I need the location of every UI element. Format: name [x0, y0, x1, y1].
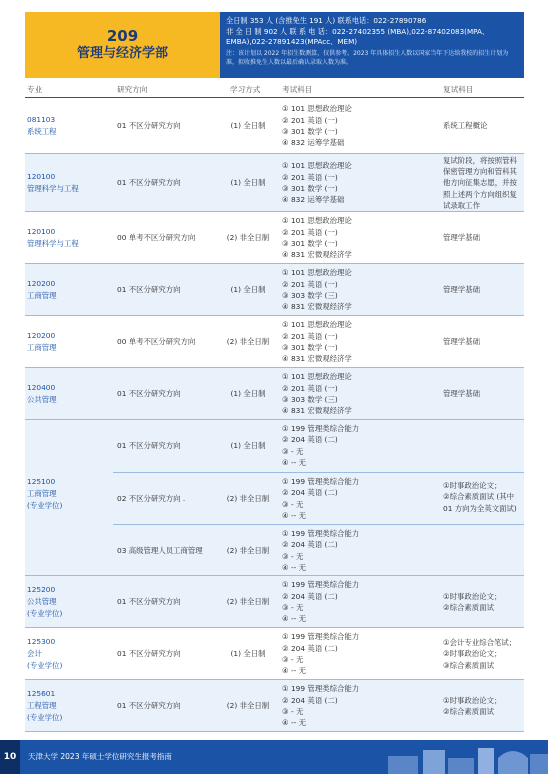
col-exam: 考试科目	[282, 85, 313, 94]
table-header	[25, 80, 524, 98]
major-cell	[27, 278, 112, 302]
enrollment-info-panel	[220, 12, 524, 78]
text-line: ①时事政治论文；	[443, 695, 502, 705]
text-line: ① 101 思想政治理论	[282, 216, 352, 226]
text-line: 120400	[27, 383, 56, 392]
text-line: ③ 301 数学 (一)	[282, 127, 338, 136]
text-line: (专业学位)	[27, 661, 63, 670]
text-line: ①时事政治论文；	[443, 591, 502, 601]
table-row	[25, 264, 524, 316]
major-cell	[27, 688, 112, 724]
major-cell	[27, 171, 112, 195]
text-line: ③ - 无	[282, 707, 304, 716]
direction-cell: 01 不区分研究方向	[117, 178, 181, 187]
text-line: 管理学基础	[443, 233, 480, 243]
text-line: 管理科学与工程	[27, 239, 79, 248]
text-line: ④ 832 运筹学基础	[282, 195, 345, 205]
text-line: 120100	[27, 227, 56, 236]
direction-cell: 00 单考不区分研究方向	[117, 337, 196, 346]
retest-cell	[443, 637, 523, 671]
text-line: ②综合素质面试	[443, 707, 494, 716]
table-row	[25, 368, 524, 420]
text-line: ④ -- 无	[282, 666, 307, 676]
text-line: ② 204 英语 (二)	[282, 591, 338, 601]
mode-cell: (1) 全日制	[230, 389, 266, 398]
text-line: 系统工程	[27, 127, 57, 136]
text-line: ① 199 管理类综合能力	[282, 477, 360, 486]
text-line: 081103	[27, 115, 56, 124]
parttime-info: 非 全 日 制 902 人 联 系 电 话：022-27402355 (MBA),022-87402083(MPA、EMBA),022-27891423(MPAcc、MEM)	[226, 26, 490, 46]
text-line: ④ -- 无	[282, 458, 307, 468]
text-line: 125300	[27, 637, 56, 646]
exam-cell	[282, 631, 442, 677]
col-mode: 学习方式	[230, 85, 261, 94]
mode-cell: (2) 非全日制	[226, 233, 270, 242]
text-line: 照上述两个方向组织复	[443, 189, 517, 199]
exam-cell	[282, 160, 442, 206]
direction-cell: 01 不区分研究方向	[117, 597, 181, 606]
table-row	[25, 420, 524, 576]
exam-cell	[282, 528, 442, 574]
mode-cell: (2) 非全日制	[226, 546, 270, 555]
exam-cell	[282, 103, 442, 149]
major-code: 125100	[27, 477, 56, 486]
text-line: ④ -- 无	[282, 718, 307, 728]
text-line: ① 101 思想政治理论	[282, 104, 352, 114]
text-line: ②综合素质面试	[443, 603, 494, 612]
major-cell	[27, 382, 112, 406]
text-line: ③ - 无	[282, 603, 304, 612]
text-line: ④ 831 宏微观经济学	[282, 302, 352, 312]
text-line: ④ 831 宏微观经济学	[282, 250, 352, 260]
text-line: ①时事政治论文；	[443, 481, 502, 490]
fulltime-info: 全日制 353 人 (含推免生 191 人) 联系电话：022-27890786	[226, 16, 427, 25]
text-line: ③ - 无	[282, 655, 304, 664]
text-line: ② 204 英语 (二)	[282, 540, 338, 550]
text-line: ④ 831 宏微观经济学	[282, 406, 352, 416]
text-line: ② 204 英语 (二)	[282, 643, 338, 653]
table-row	[25, 316, 524, 368]
direction-cell: 02 不区分研究方向 .	[117, 494, 186, 503]
exam-cell	[282, 319, 442, 365]
mode-cell: (1) 全日制	[230, 121, 266, 130]
text-line: 125200	[27, 585, 56, 594]
text-line: ④ -- 无	[282, 614, 307, 624]
text-line: ②综合素质面试 (其中	[443, 492, 514, 502]
text-line: ② 204 英语 (二)	[282, 488, 338, 498]
exam-cell	[282, 423, 442, 469]
text-line: 管理学基础	[443, 337, 480, 347]
text-line: 会计	[27, 649, 42, 658]
text-line: 125601	[27, 689, 56, 698]
text-line: 保密管理方向和管科其	[443, 166, 517, 176]
text-line: ③综合素质面试	[443, 660, 494, 670]
major-cell	[27, 476, 112, 512]
mode-cell: (2) 非全日制	[226, 494, 270, 503]
text-line: 系统工程概论	[443, 121, 488, 131]
department-code: 209	[106, 27, 139, 45]
department-badge	[25, 12, 220, 78]
text-line: 工商管理	[27, 291, 57, 300]
direction-cell: 01 不区分研究方向	[117, 389, 181, 398]
exam-cell	[282, 371, 442, 417]
major-cell	[27, 114, 112, 138]
text-line: ④ 831 宏微观经济学	[282, 354, 352, 364]
page-number: 10	[0, 740, 20, 774]
retest-cell	[443, 120, 523, 131]
text-line: ① 101 思想政治理论	[282, 372, 352, 382]
exam-cell	[282, 215, 442, 261]
text-line: ④ -- 无	[282, 511, 307, 521]
text-line: (专业学位)	[27, 713, 63, 722]
mode-cell: (1) 全日制	[230, 178, 266, 187]
text-line: 120200	[27, 279, 56, 288]
footer-title: 天津大学 2023 年硕士学位研究生报考指南	[28, 752, 172, 761]
text-line: 试录取工作	[443, 201, 480, 211]
text-line: ①会计专业综合笔试；	[443, 637, 517, 647]
campus-skyline-illustration	[368, 740, 548, 774]
table-row	[25, 576, 524, 628]
text-line: 公共管理	[27, 597, 57, 606]
text-line: ① 101 思想政治理论	[282, 268, 352, 278]
text-line: 他方向征集志愿，并按	[443, 178, 517, 188]
retest-cell	[443, 591, 523, 614]
text-line: ③ 301 数学 (一)	[282, 184, 338, 193]
table-row	[25, 628, 524, 680]
major-name-sub: (专业学位)	[27, 501, 63, 510]
text-line: 120100	[27, 172, 56, 181]
text-line: 工程管理	[27, 701, 57, 710]
direction-cell: 01 不区分研究方向	[117, 285, 181, 294]
major-cell	[27, 584, 112, 620]
sub-row	[113, 524, 524, 576]
mode-cell: (2) 非全日制	[226, 597, 270, 606]
exam-cell	[282, 267, 442, 313]
retest-cell	[443, 388, 523, 399]
sub-row	[113, 420, 524, 472]
retest-cell	[443, 695, 523, 718]
direction-cell: 03 高级管理人员工商管理	[117, 546, 203, 555]
text-line: ③ 303 数学 (三)	[282, 291, 338, 300]
text-line: ② 201 英语 (一)	[282, 172, 338, 182]
mode-cell: (2) 非全日制	[226, 337, 270, 346]
text-line: (专业学位)	[27, 609, 63, 618]
mode-cell: (1) 全日制	[230, 441, 266, 450]
table-row	[25, 680, 524, 732]
text-line: ③ - 无	[282, 446, 304, 456]
text-line: ② 201 英语 (一)	[282, 383, 338, 393]
text-line: ② 201 英语 (一)	[282, 279, 338, 289]
col-retest: 复试科目	[443, 85, 474, 94]
text-line: 管理科学与工程	[27, 184, 79, 193]
text-line: ① 101 思想政治理论	[282, 161, 352, 171]
text-line: 公共管理	[27, 395, 57, 404]
mode-cell: (1) 全日制	[230, 649, 266, 658]
text-line: ③ - 无	[282, 551, 304, 561]
exam-cell	[282, 683, 442, 729]
text-line: ① 101 思想政治理论	[282, 320, 352, 330]
retest-cell	[443, 480, 523, 514]
text-line: ② 201 英语 (一)	[282, 331, 338, 341]
col-direction: 研究方向	[117, 85, 148, 94]
department-name: 管理与经济学部	[76, 46, 168, 61]
text-line: ② 201 英语 (一)	[282, 227, 338, 237]
program-table	[25, 80, 524, 732]
retest-cell	[443, 284, 523, 295]
text-line: ② 201 英语 (一)	[282, 115, 338, 125]
mode-cell: (2) 非全日制	[226, 701, 270, 710]
col-major: 专业	[27, 85, 43, 94]
text-line: ④ -- 无	[282, 563, 307, 573]
text-line: ③ 301 数学 (一)	[282, 343, 338, 352]
text-line: 01 方向为全英文面试)	[443, 503, 517, 513]
text-line: ④ 832 运筹学基础	[282, 138, 345, 148]
enrollment-note: 注：该计划以 2022 年招生数测算，仅供参考。2023 年具体招生人数以国家当年下达给我校的招生计划为准，拟收推免生人数以最后确认录取人数为准。	[226, 49, 509, 66]
retest-cell	[443, 336, 523, 347]
direction-cell: 00 单考不区分研究方向	[117, 233, 196, 242]
retest-cell	[443, 232, 523, 243]
text-line: ② 204 英语 (二)	[282, 435, 338, 445]
text-line: ① 199 管理类综合能力	[282, 580, 360, 590]
exam-cell	[282, 476, 442, 522]
text-line: ③ 303 数学 (三)	[282, 395, 338, 404]
text-line: ②时事政治论文；	[443, 649, 502, 659]
direction-cell: 01 不区分研究方向	[117, 701, 181, 710]
table-row	[25, 98, 524, 154]
mode-cell: (1) 全日制	[230, 285, 266, 294]
text-line: 复试阶段，将按照管科	[443, 155, 517, 165]
exam-cell	[282, 579, 442, 625]
text-line: 工商管理	[27, 343, 57, 352]
text-line: 120200	[27, 331, 56, 340]
major-name: 工商管理	[27, 489, 57, 498]
direction-cell: 01 不区分研究方向	[117, 121, 181, 130]
major-cell	[27, 330, 112, 354]
text-line: ① 199 管理类综合能力	[282, 424, 360, 433]
text-line: ① 199 管理类综合能力	[282, 684, 360, 694]
table-row	[25, 212, 524, 264]
text-line: ③ - 无	[282, 499, 304, 509]
page-footer	[0, 740, 548, 774]
direction-cell: 01 不区分研究方向	[117, 649, 181, 658]
retest-cell	[443, 155, 523, 212]
table-row	[25, 154, 524, 212]
text-line: ② 204 英语 (二)	[282, 695, 338, 705]
direction-cell: 01 不区分研究方向	[117, 441, 181, 450]
text-line: 管理学基础	[443, 285, 480, 295]
text-line: ① 199 管理类综合能力	[282, 632, 360, 642]
text-line: ① 199 管理类综合能力	[282, 529, 360, 538]
major-cell	[27, 636, 112, 672]
major-cell	[27, 226, 112, 250]
text-line: 管理学基础	[443, 389, 480, 399]
text-line: ③ 301 数学 (一)	[282, 239, 338, 248]
